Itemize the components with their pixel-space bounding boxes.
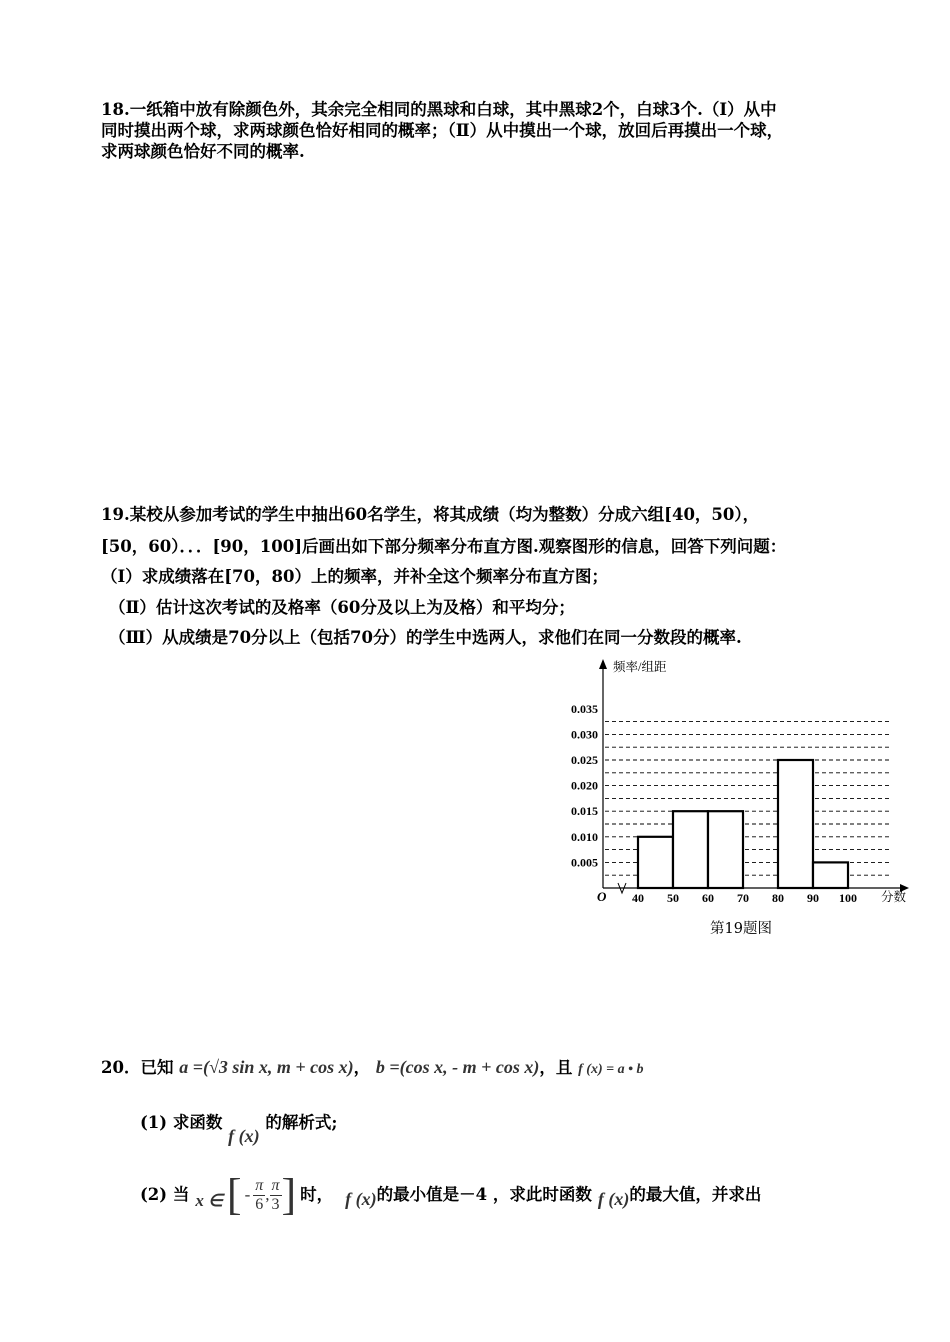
x-axis-title: 分数 [881, 890, 907, 904]
fraction-lo-num: π [255, 1176, 264, 1194]
q18-line-3: 求两球颜色恰好不同的概率. [101, 142, 305, 161]
q20-number: 20．已知 [101, 1058, 174, 1077]
q19-line-4: （Ⅱ）估计这次考试的及格率（60分及以上为及格）和平均分； [109, 598, 575, 617]
q20-part-2 [140, 1172, 761, 1218]
q18-line-1: 18.一纸箱中放有除颜色外，其余完全相同的黑球和白球，其中黑球2个，白球3个.（Ⅰ）从中 [101, 100, 777, 119]
q20-sep2: ，且 [539, 1058, 573, 1077]
histogram-bar [778, 760, 813, 888]
part1-prefix: (1) 求函数 [140, 1113, 223, 1132]
y-axis-arrow [599, 659, 607, 669]
fx-expression-3: f (x) [597, 1189, 630, 1209]
y-tick-label: 0.015 [571, 804, 598, 819]
y-tick-label: 0.010 [571, 829, 598, 844]
fx-expression-1: f (x) [228, 1126, 260, 1146]
fraction-lo [253, 1177, 265, 1214]
x-tick-label: 80 [772, 891, 784, 905]
histogram-chart [560, 655, 920, 915]
y-tick-label: 0.025 [571, 753, 598, 767]
y-tick-label: 0.005 [571, 855, 598, 870]
interval-expression [226, 1170, 297, 1219]
q19-line-5: （Ⅲ）从成绩是70分以上（包括70分）的学生中选两人，求他们在同一分数段的概率. [109, 628, 742, 647]
y-tick-label: 0.035 [571, 701, 598, 716]
q20-statement [101, 1057, 644, 1080]
part1-suffix: 的解析式; [265, 1113, 338, 1132]
y-tick-label: 0.030 [571, 727, 598, 742]
vector-b-expression: b =(cos x, - m + cos x) [375, 1057, 540, 1077]
interval-comma: , [265, 1185, 270, 1204]
x-tick-label: 100 [839, 891, 857, 905]
x-tick-label: 60 [702, 891, 714, 905]
fraction-hi-num: π [271, 1176, 280, 1194]
histogram-bar [813, 862, 848, 888]
fraction-hi-den: 3 [271, 1195, 280, 1213]
fraction-lo-den: 6 [255, 1195, 264, 1213]
q18-line-2: 同时摸出两个球，求两球颜色恰好相同的概率；（Ⅱ）从中摸出一个球，放回后再摸出一个球， [101, 121, 784, 140]
x-tick-label: 70 [737, 891, 749, 905]
fx-expression-2: f (x) [345, 1189, 377, 1209]
y-axis-title: 频率/组距 [613, 660, 667, 674]
f-definition: f (x) = a • b [578, 1062, 644, 1077]
interval-lo-sign: - [244, 1185, 251, 1204]
x-tick-labels [632, 891, 857, 905]
y-tick-label: 0.020 [571, 778, 598, 793]
left-bracket: [ [226, 1170, 242, 1219]
q19-line-1: 19.某校从参加考试的学生中抽出60名学生，将其成绩（均为整数）分成六组[40，50）， [101, 505, 760, 524]
part2-mid3: 的最大值，并求出 [629, 1185, 762, 1204]
figure-caption: 第19题图 [710, 921, 772, 937]
q19-line-2: [50，60）．．．[90，100]后画出如下部分频率分布直方图.观察图形的信息，回答下列问题： [101, 537, 787, 556]
q20-sep1: ， [353, 1058, 371, 1077]
histogram-bar [673, 811, 708, 888]
q19-line-3: （Ⅰ）求成绩落在[70，80）上的频率，并补全这个频率分布直方图； [101, 567, 608, 586]
histogram-bar [708, 811, 743, 888]
y-tick-labels [571, 702, 598, 870]
x-tick-label: 40 [632, 891, 644, 905]
x-tick-label: 90 [807, 891, 819, 905]
part2-prefix: (2) 当 [140, 1185, 190, 1204]
origin-label: O [597, 889, 607, 904]
fraction-hi [270, 1177, 282, 1214]
x-tick-label: 50 [667, 891, 679, 905]
histogram-svg [560, 655, 920, 915]
part2-mid1: 时， [300, 1185, 334, 1204]
vector-a-expression: a =(√3 sin x, m + cos x) [179, 1057, 354, 1077]
x-in-symbol: x ∈ [195, 1191, 223, 1210]
q20-part-1 [140, 1112, 338, 1146]
right-bracket: ] [281, 1170, 297, 1219]
histogram-bar [638, 837, 673, 888]
part2-mid2: 的最小值是－4 ，求此时函数 [376, 1185, 592, 1204]
